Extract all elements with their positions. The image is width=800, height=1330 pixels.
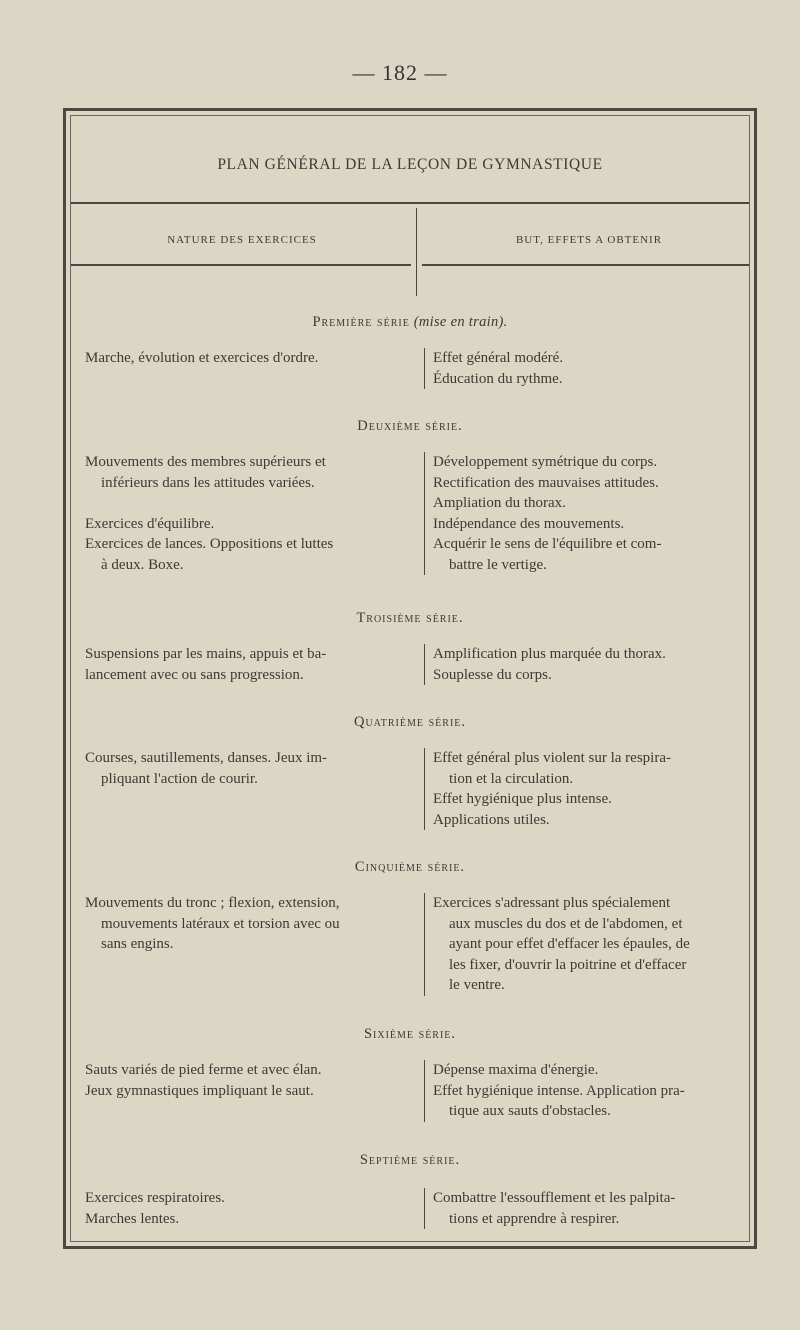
- effect-line: les fixer, d'ouvrir la poitrine et d'effacer: [449, 956, 687, 973]
- exercise-line: sans engins.: [101, 936, 174, 952]
- exercise-line: pliquant l'action de courir.: [101, 770, 258, 787]
- effect-line: Indépendance des mouvements.: [433, 515, 625, 532]
- effect-line: tions et apprendre à respirer.: [449, 1210, 620, 1227]
- series-3-exercises: [85, 644, 407, 685]
- effect-line: Effet hygiénique plus intense.: [433, 791, 612, 807]
- series-heading: [71, 610, 749, 627]
- series-name: Sixième série.: [363, 1026, 457, 1042]
- series-7-exercises: [85, 1188, 407, 1229]
- exercise-line: lancement avec ou sans progression.: [85, 666, 304, 683]
- series-5-exercises: [85, 893, 407, 955]
- series-heading: [71, 1152, 749, 1169]
- effect-line: Souplesse du corps.: [433, 666, 552, 683]
- series-1-effects: [424, 348, 750, 389]
- exercise-line: Mouvements du tronc ; flexion, extension,: [85, 895, 340, 911]
- effect-line: Dépense maxima d'énergie.: [433, 1062, 599, 1078]
- series-2-effects: [424, 452, 750, 575]
- effect-line: Exercices s'adressant plus spécialement: [433, 895, 671, 911]
- plan-table-inner: [70, 115, 750, 1242]
- exercise-line: Mouvements des membres supérieurs et: [85, 454, 326, 470]
- series-7-effects: [424, 1188, 750, 1229]
- series-heading: [71, 714, 749, 731]
- series-heading: [71, 314, 749, 331]
- effect-line: Ampliation du thorax.: [433, 495, 566, 511]
- exercise-line: Exercices respiratoires.: [85, 1190, 225, 1206]
- effect-line: Développement symétrique du corps.: [433, 454, 658, 470]
- title-rule: [71, 202, 749, 204]
- exercise-line: inférieurs dans les attitudes variées.: [101, 474, 315, 491]
- exercise-line: Exercices de lances. Oppositions et luttes: [85, 536, 334, 552]
- series-4-effects: [424, 748, 750, 830]
- series-name: Première série: [312, 314, 410, 330]
- effect-line: Amplification plus marquée du thorax.: [433, 646, 666, 662]
- effect-line: aux muscles du dos et de l'abdomen, et: [449, 915, 683, 932]
- series-name: Troisième série.: [356, 610, 464, 626]
- series-heading: [71, 1026, 749, 1043]
- exercise-line: Sauts variés de pied ferme et avec élan.: [85, 1062, 322, 1078]
- exercise-line: Marches lentes.: [85, 1210, 180, 1227]
- effect-line: Acquérir le sens de l'équilibre et com-: [433, 536, 662, 552]
- series-2-exercises: [85, 452, 407, 575]
- effect-line: Effet hygiénique intense. Application pra-: [433, 1082, 685, 1099]
- effect-line: Éducation du rythme.: [433, 370, 563, 387]
- effect-line: le ventre.: [449, 977, 505, 993]
- series-6-exercises: [85, 1060, 407, 1101]
- column-header-nature: NATURE DES EXERCICES: [167, 234, 317, 246]
- effect-line: Effet général modéré.: [433, 350, 564, 366]
- series-name: Cinquième série.: [354, 859, 466, 875]
- exercise-line: Courses, sautillements, danses. Jeux im-: [85, 750, 328, 766]
- effect-line: Effet général plus violent sur la respira-: [433, 750, 671, 766]
- effect-line: ayant pour effet d'effacer les épaules, de: [449, 936, 690, 952]
- page-number: — 182 —: [352, 60, 448, 85]
- series-6-effects: [424, 1060, 750, 1122]
- effect-line: tique aux sauts d'obstacles.: [449, 1103, 611, 1119]
- series-heading: [71, 859, 749, 876]
- header-rule-left: [71, 264, 411, 266]
- series-note: (mise en train).: [413, 314, 508, 330]
- series-5-effects: [424, 893, 750, 996]
- exercise-line: mouvements latéraux et torsion avec ou: [101, 915, 340, 932]
- exercise-line: Jeux gymnastiques impliquant le saut.: [85, 1082, 314, 1099]
- column-header-but: BUT, EFFETS A OBTENIR: [515, 234, 663, 246]
- series-name: Septième série.: [359, 1152, 461, 1168]
- exercise-line-blank: [85, 493, 407, 514]
- series-name: Quatrième série.: [353, 714, 467, 730]
- series-3-effects: [424, 644, 750, 685]
- effect-line: Combattre l'essoufflement et les palpita-: [433, 1190, 676, 1206]
- plan-table: [63, 108, 757, 1249]
- exercise-line: Marche, évolution et exercices d'ordre.: [85, 350, 319, 366]
- series-1-exercises: [85, 348, 407, 369]
- series-heading: [71, 418, 749, 435]
- exercise-line: Exercices d'équilibre.: [85, 515, 215, 532]
- effect-line: tion et la circulation.: [449, 770, 574, 787]
- exercise-line: à deux. Boxe.: [101, 556, 184, 573]
- series-4-exercises: [85, 748, 407, 789]
- header-column-divider: [416, 208, 417, 296]
- table-title: PLAN GÉNÉRAL DE LA LEÇON DE GYMNASTIQUE: [217, 156, 603, 173]
- effect-line: Applications utiles.: [433, 811, 550, 828]
- exercise-line: Suspensions par les mains, appuis et ba-: [85, 646, 327, 662]
- effect-line: battre le vertige.: [449, 556, 547, 573]
- series-name: Deuxième série.: [357, 418, 463, 434]
- header-rule-right: [422, 264, 749, 266]
- effect-line: Rectification des mauvaises attitudes.: [433, 474, 659, 491]
